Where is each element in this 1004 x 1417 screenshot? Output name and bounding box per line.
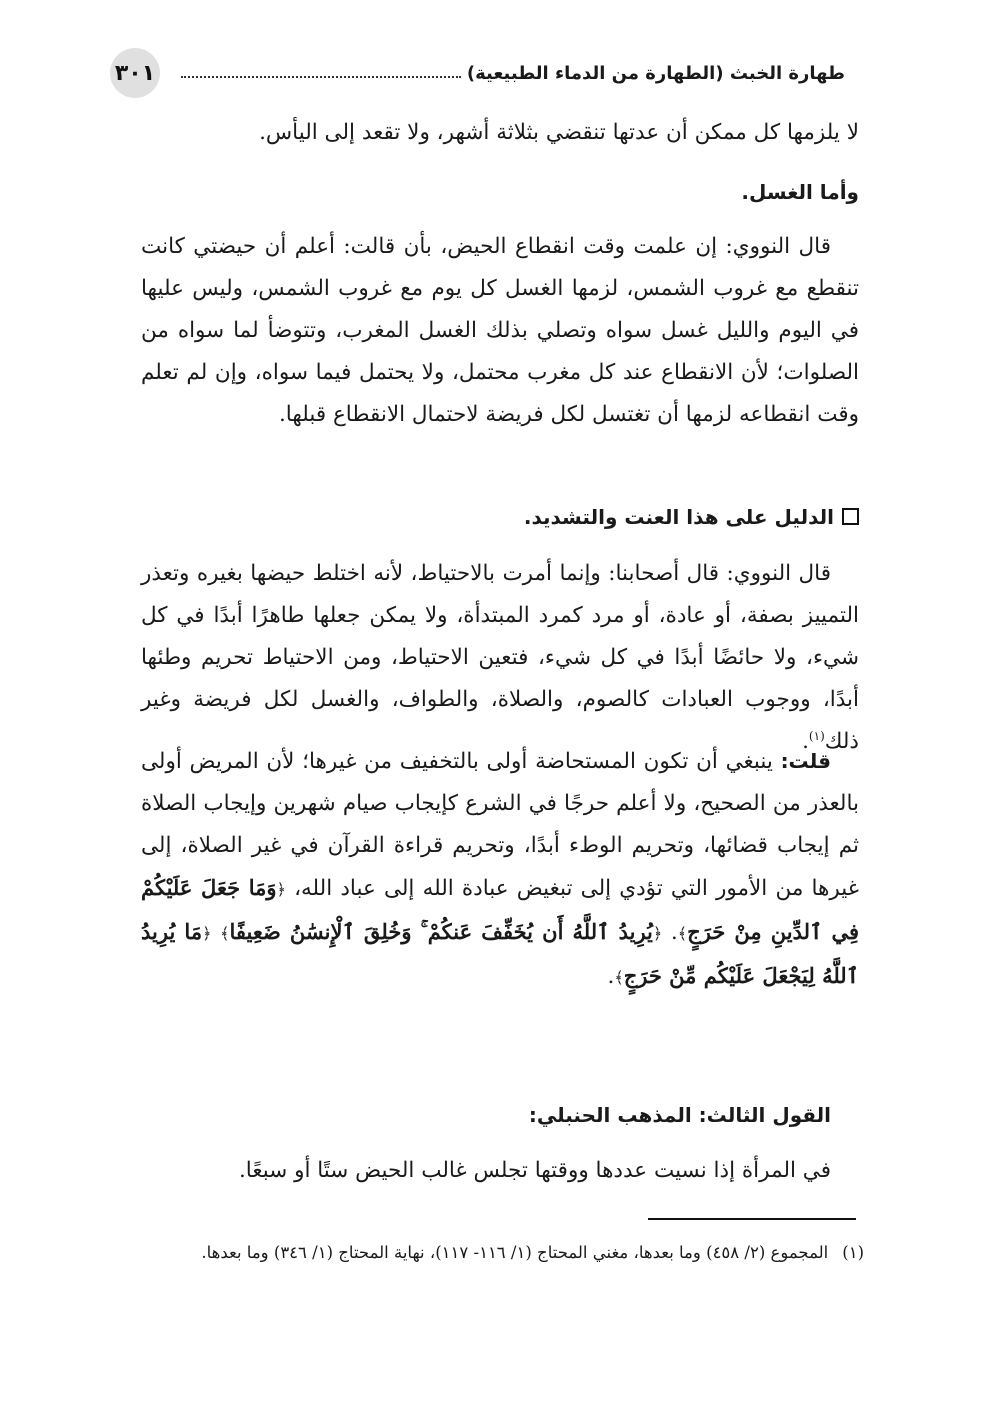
paragraph-nawawi-ashab-text: قال النووي: قال أصحابنا: وإنما أمرت بالاحتياط، لأنه اختلط حيضها بغيره وتعذر التمييز بصفة، أو عادة، أو مرد كمرد المبتدأة، ولا يمكن جعلها طاهرًا أبدًا في كل شيء، ولا حائضًا أبدًا في كل شيء، فتعين الاحتياط، ومن الاحتياط تحريم وطئها أبدًا، ووجوب العبادات كالصوم، والصلاة، والطواف، والغسل لكل فريضة وغير ذلك <box>141 561 859 754</box>
quran-bracket-open-icon: ﴿ <box>276 880 286 899</box>
section-heading-ghusl: وأما الغسل. <box>741 180 859 204</box>
footnote-text: المجموع (٢/ ٤٥٨) وما بعدها، مغني المحتاج (١/ ١١٦- ١١٧)، نهاية المحتاج (١/ ٣٤٦) وما بعدها. <box>201 1243 829 1262</box>
quran-bracket-open-icon: ﴿ <box>202 924 212 943</box>
sentence-end: . <box>802 729 809 754</box>
page-number: ٣٠١ <box>114 60 156 86</box>
quran-verse-3: مَا يُرِيدُ ٱللَّهُ لِيَجْعَلَ عَلَيْكُم مِّنْ حَرَجٍ <box>141 919 859 988</box>
page-number-badge <box>110 48 160 98</box>
paragraph-nawawi-ashab <box>141 553 859 763</box>
section-heading-hanbali: القول الثالث: المذهب الحنبلي: <box>528 1103 831 1127</box>
quran-bracket-close-icon: ﴾ <box>220 924 230 943</box>
quran-verse-1: وَمَا جَعَلَ عَلَيْكُمْ فِي ٱلدِّينِ مِنْ حَرَجٍ <box>141 875 860 944</box>
quran-verse-2: يُرِيدُ ٱللَّهُ أَن يُخَفِّفَ عَنكُمْ ۚ وَخُلِقَ ٱلْإِنسَٰنُ ضَعِيفًا <box>229 919 653 944</box>
quran-bracket-close-icon: ﴾ <box>677 924 688 943</box>
section-heading-evidence <box>141 496 859 538</box>
footnote-marker: (١) <box>808 728 825 743</box>
footnote-separator <box>648 1218 856 1220</box>
paragraph-hanbali: في المرأة إذا نسيت عددها ووقتها تجلس غالب الحيض ستًا أو سبعًا. <box>238 1158 831 1183</box>
footnote-number: (١) <box>842 1243 864 1262</box>
dotted-leader <box>181 76 461 78</box>
paragraph-qultu <box>141 740 859 999</box>
heading-evidence-text: الدليل على هذا العنت والتشديد. <box>523 505 834 529</box>
verse-separator: . <box>662 920 678 945</box>
sentence-end: . <box>607 964 615 989</box>
qultu-text: ينبغي أن تكون المستحاضة أولى بالتخفيف من غيرها؛ لأن المريض أولى بالعذر من الصحيح، ولا أعلم حرجًا في الشرع كإيجاب صيام شهرين وإيجاب الصلاة ثم إيجاب قضائها، وتحريم الوطء أبدًا، وتحريم قراءة القرآن في غير الصلاة، إلى غيرها من الأمور التي تؤدي إلى تبغيض عبادة الله إلى عباد الله، <box>141 749 859 901</box>
running-header <box>175 58 845 88</box>
qultu-lead: قلت: <box>780 749 831 773</box>
checkbox-square-icon <box>842 508 859 525</box>
paragraph-nawawi-ghusl: قال النووي: إن علمت وقت انقطاع الحيض، بأن قالت: أعلم أن حيضتي كانت تنقطع مع غروب الشمس، لزمها الغسل كل يوم مع غروب الشمس، وليس عليها في اليوم والليل غسل سواه وتصلي بذلك الغسل المغرب، وتتوضأ لما سواه من الصلوات؛ لأن الانقطاع عند كل مغرب محتمل، ولا يحتمل فيما سواه، وإن لم تعلم وقت انقطاعه لزمها أن تغتسل لكل فريضة لاحتمال الانقطاع قبلها. <box>141 234 859 427</box>
footnote-1 <box>134 1236 864 1269</box>
quran-bracket-close-icon: ﴾ <box>614 968 624 987</box>
running-header-title: طهارة الخبث (الطهارة من الدماء الطبيعية) <box>466 62 845 84</box>
paragraph-1: لا يلزمها كل ممكن أن عدتها تنقضي بثلاثة أشهر، ولا تقعد إلى اليأس. <box>259 120 859 145</box>
quran-bracket-open-icon: ﴿ <box>652 924 663 943</box>
